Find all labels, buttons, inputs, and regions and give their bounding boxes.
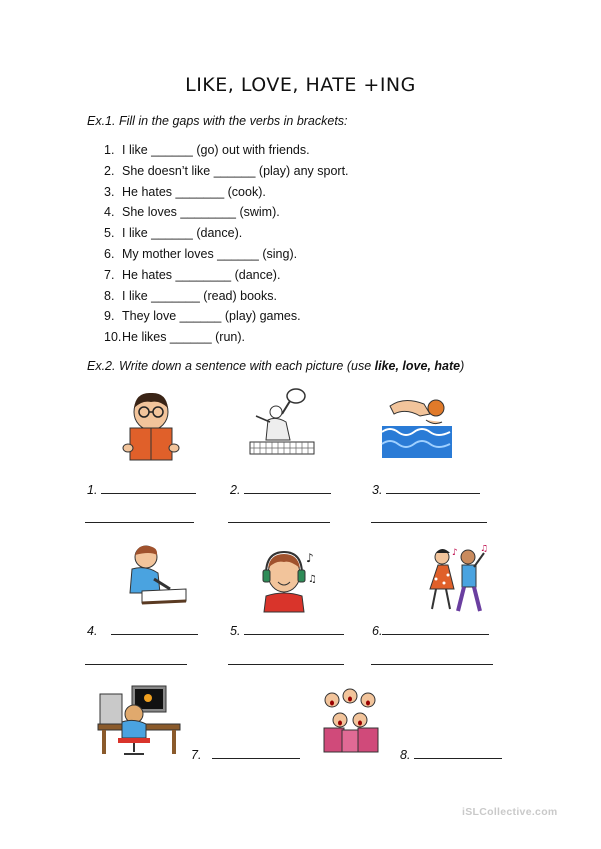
blank-line[interactable] — [244, 622, 344, 635]
swimmer-icon — [380, 392, 454, 462]
boy-with-headphones-icon — [258, 550, 318, 614]
blank-line[interactable] — [212, 746, 300, 759]
answer-2: 2. — [230, 481, 331, 497]
answer-3: 3. — [372, 481, 480, 497]
list-item: 1. I like ______ (go) out with friends. — [104, 143, 310, 157]
blank-line[interactable] — [228, 522, 330, 523]
ex1-list — [104, 140, 349, 348]
blank-line[interactable] — [371, 664, 493, 665]
answer-4: 4. — [87, 622, 198, 638]
kid-at-computer-icon — [96, 684, 182, 758]
list-item: 4. She loves ________ (swim). — [104, 205, 280, 220]
list-item: 6. My mother loves ______ (sing). — [104, 246, 298, 261]
list-item: 7. He hates ________ (dance). — [104, 267, 281, 282]
answer-7: 7. — [191, 746, 300, 762]
boy-writing-icon — [124, 543, 188, 607]
answer-1: 1. — [87, 481, 196, 497]
blank-line[interactable] — [414, 746, 502, 759]
blank-line[interactable] — [101, 481, 196, 494]
dancing-couple-icon — [424, 545, 490, 619]
ex1-instruction: Ex.1. Fill in the gaps with the verbs in brackets: — [87, 114, 348, 128]
list-item: 8. I like _______ (read) books. — [104, 288, 277, 303]
svg-text:♫: ♫ — [480, 545, 489, 554]
list-item: 10.He likes ______ (run). — [104, 330, 245, 345]
blank-line[interactable] — [244, 481, 331, 494]
answer-6: 6. — [372, 622, 489, 638]
answer-8: 8. — [400, 746, 502, 762]
svg-text:♪: ♪ — [452, 548, 458, 558]
worksheet-title: LIKE, LOVE, HATE +ING — [185, 74, 416, 96]
answer-5: 5. — [230, 622, 344, 638]
blank-line[interactable] — [85, 664, 187, 665]
blank-line[interactable] — [111, 622, 198, 635]
blank-line[interactable] — [382, 622, 489, 635]
svg-text:♪: ♪ — [306, 551, 314, 565]
blank-line[interactable] — [371, 522, 487, 523]
watermark: iSLCollective.com — [462, 806, 558, 818]
boy-reading-icon — [120, 390, 182, 464]
blank-line[interactable] — [228, 664, 344, 665]
list-item: 2. She doesn’t like ______ (play) any sport. — [104, 163, 349, 178]
choir-singers-icon — [318, 686, 384, 756]
list-item: 9. They love ______ (play) games. — [104, 309, 301, 324]
list-item: 5. I like ______ (dance). — [104, 226, 243, 241]
blank-line[interactable] — [386, 481, 480, 494]
list-item: 3. He hates _______ (cook). — [104, 184, 266, 199]
blank-line[interactable] — [85, 522, 194, 523]
svg-text:♫: ♫ — [308, 574, 317, 585]
ex2-instruction: Ex.2. Write down a sentence with each picture (use like, love, hate) — [87, 359, 465, 373]
tennis-player-icon — [246, 388, 318, 464]
